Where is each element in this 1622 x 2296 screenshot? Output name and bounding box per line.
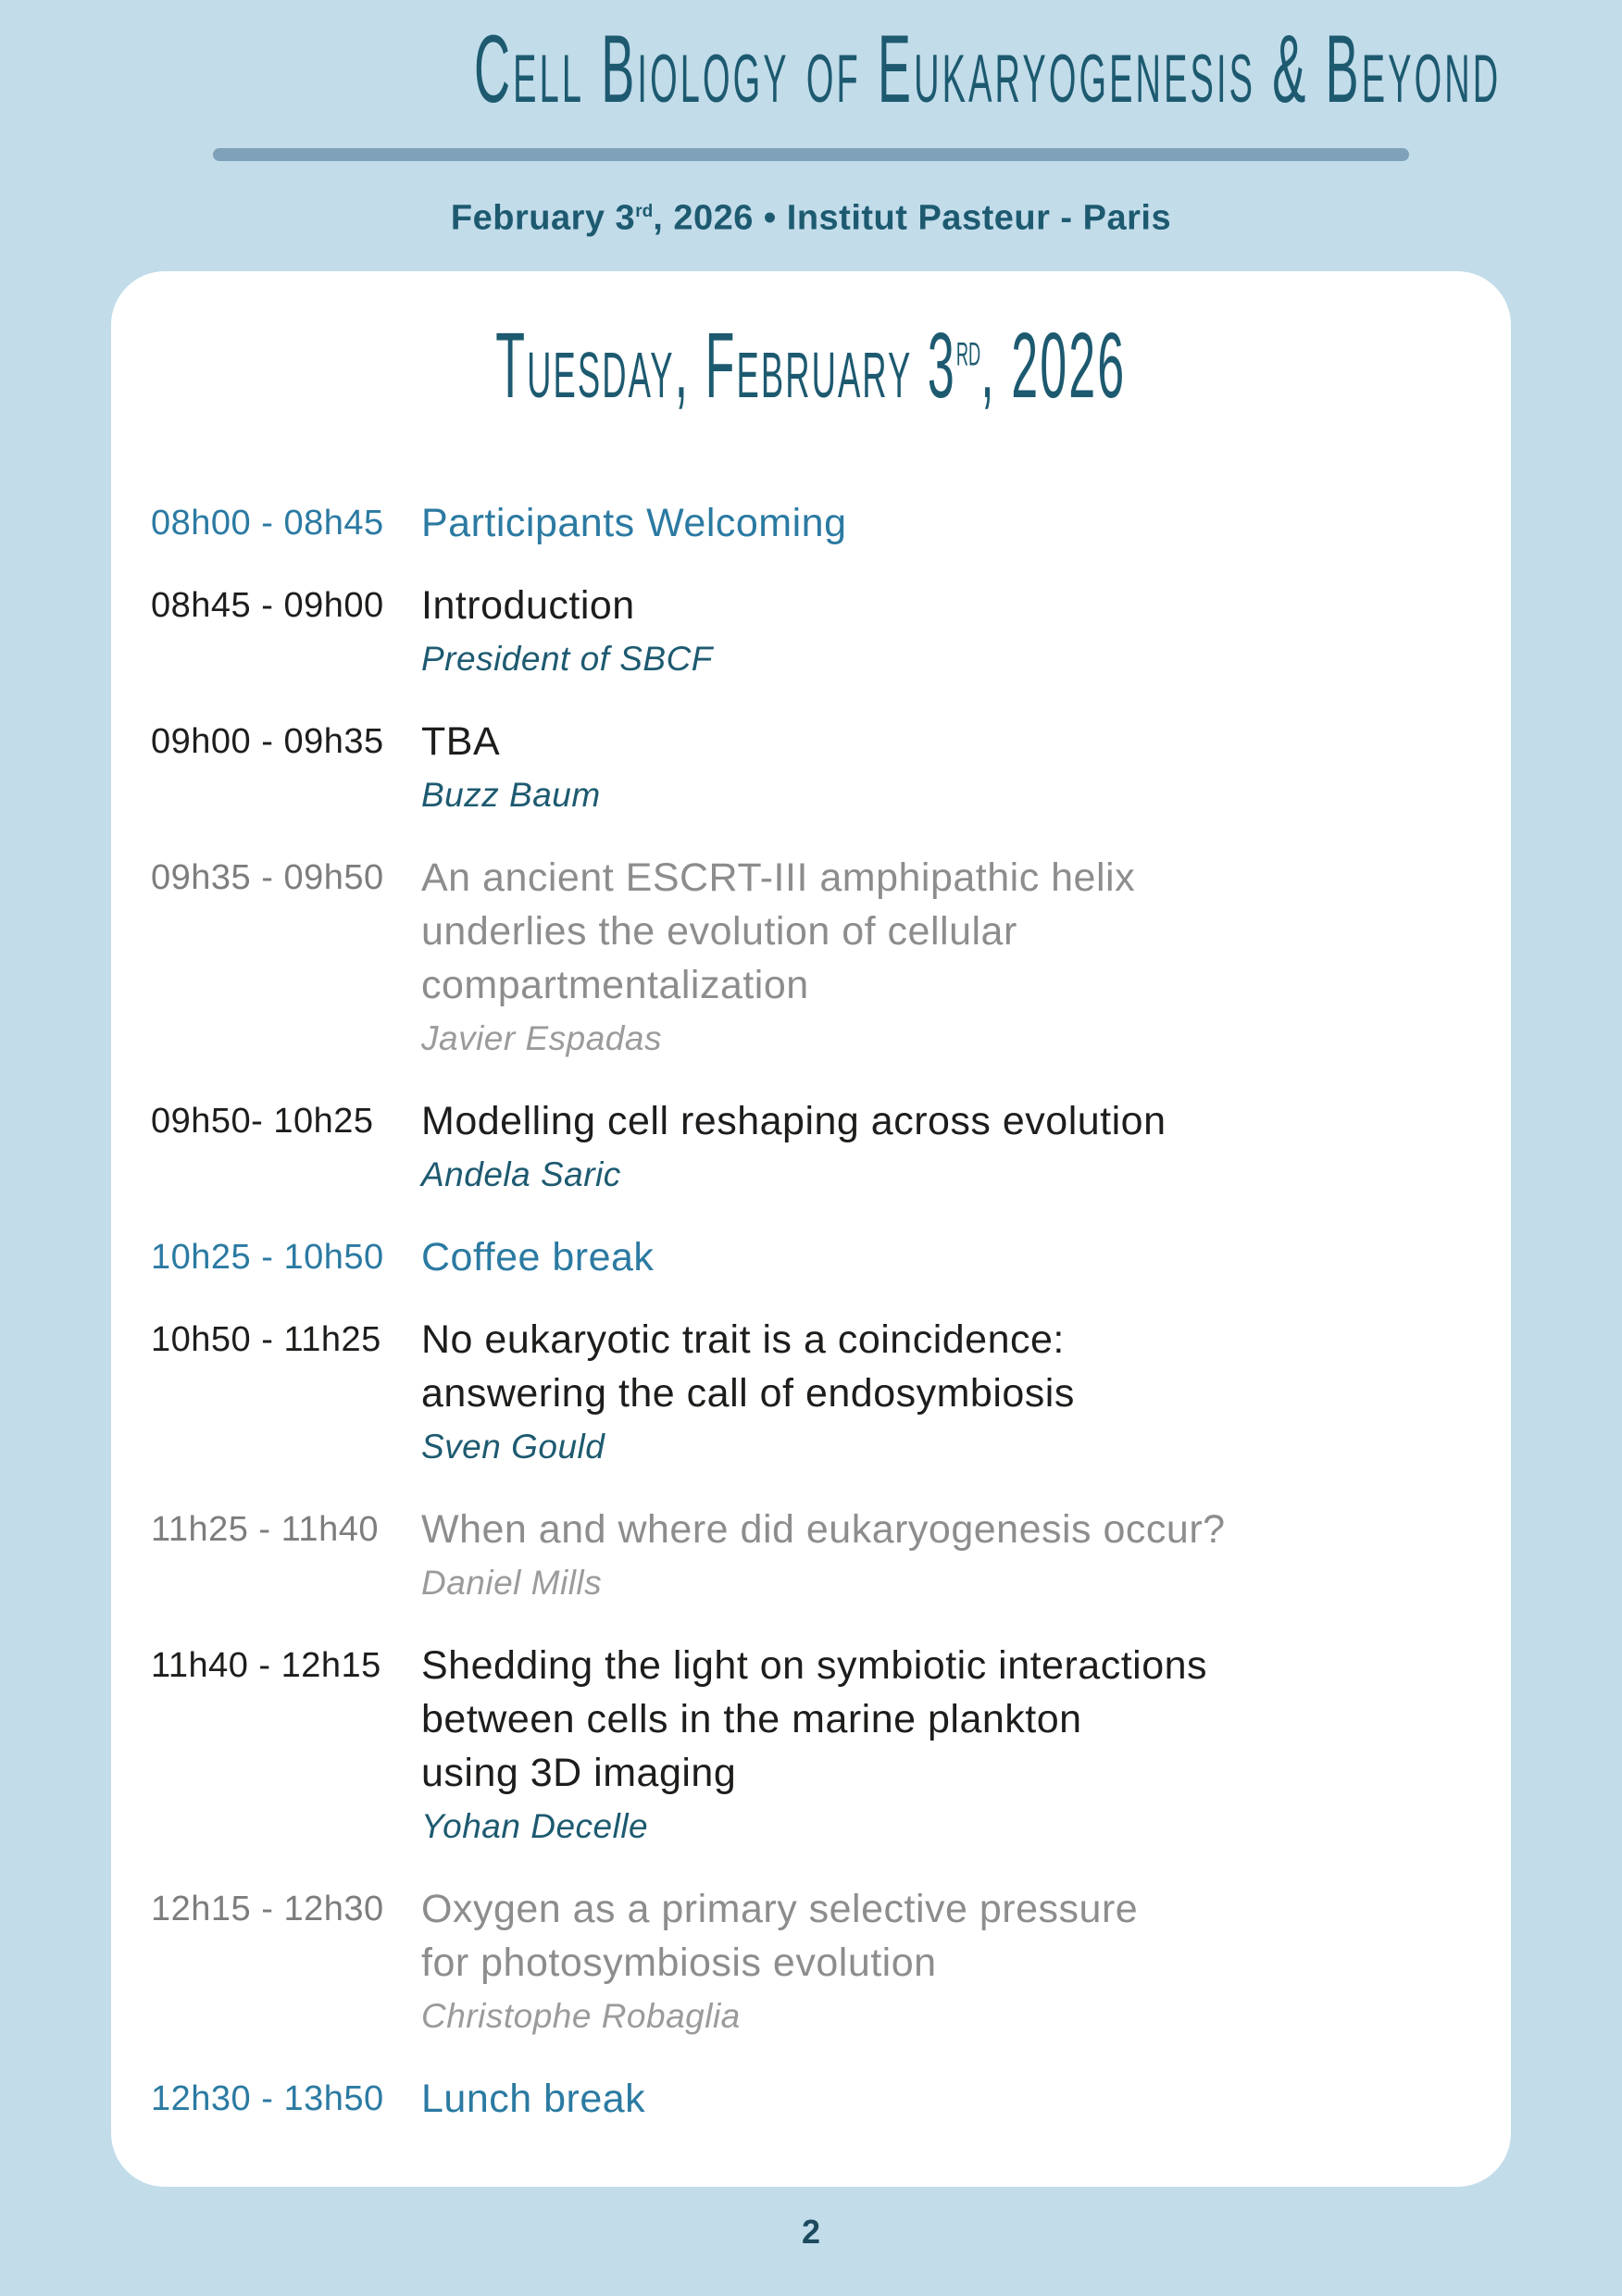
- session-speaker: President of SBCF: [421, 640, 713, 678]
- session-speaker: Yohan Decelle: [421, 1807, 649, 1845]
- day-title-suffix: , 2026: [980, 314, 1127, 418]
- session-details: [421, 579, 1474, 686]
- date-ordinal: rd: [635, 202, 654, 221]
- session-time: 09h35 - 09h50: [151, 858, 384, 897]
- session-title: Shedding the light on symbiotic interactions: [421, 1643, 1208, 1688]
- schedule-row: [151, 1503, 1474, 1610]
- session-title: Coffee break: [421, 1235, 655, 1279]
- session-time: 08h45 - 09h00: [151, 586, 384, 625]
- session-details: [421, 1230, 1474, 1284]
- date-text: February 3: [450, 198, 636, 238]
- day-title-ordinal: rd: [956, 323, 981, 376]
- title-underline: [213, 148, 1409, 161]
- schedule-row: [151, 2072, 1474, 2126]
- session-title: underlies the evolution of cellular: [421, 909, 1017, 954]
- session-time: 09h50- 10h25: [151, 1102, 374, 1141]
- session-time: 10h25 - 10h50: [151, 1238, 384, 1277]
- session-speaker: Daniel Mills: [421, 1564, 603, 1602]
- session-title: Participants Welcoming: [421, 501, 847, 545]
- session-time: 08h00 - 08h45: [151, 504, 384, 543]
- session-title: No eukaryotic trait is a coincidence:: [421, 1317, 1065, 1362]
- session-details: [421, 1503, 1474, 1610]
- session-details: [421, 496, 1474, 550]
- session-speaker: Sven Gould: [421, 1428, 605, 1466]
- schedule-row: [151, 1094, 1474, 1202]
- day-title-text: [495, 314, 1127, 418]
- day-title-prefix: Tuesday, February 3: [495, 314, 957, 418]
- page-number: 2: [801, 2213, 821, 2251]
- schedule-row: [151, 496, 1474, 550]
- session-speaker: Christophe Robaglia: [421, 1997, 741, 2035]
- session-speaker: Buzz Baum: [421, 776, 601, 814]
- session-details: [421, 1313, 1474, 1474]
- schedule-row: [151, 1313, 1474, 1474]
- session-time: 11h25 - 11h40: [151, 1510, 379, 1549]
- session-time: 11h40 - 12h15: [151, 1646, 381, 1685]
- session-time: 10h50 - 11h25: [151, 1320, 381, 1359]
- session-time: 09h00 - 09h35: [151, 722, 384, 761]
- session-title: An ancient ESCRT-III amphipathic helix: [421, 855, 1136, 900]
- schedule-row: [151, 715, 1474, 822]
- session-title: Oxygen as a primary selective pressure: [421, 1887, 1139, 1931]
- session-title: between cells in the marine plankton: [421, 1697, 1082, 1741]
- session-details: [421, 851, 1474, 1066]
- session-speaker: Andela Saric: [421, 1155, 621, 1193]
- session-details: [421, 1882, 1474, 2043]
- schedule-row: [151, 1882, 1474, 2043]
- event-date-location: [0, 191, 1622, 240]
- session-details: [421, 1094, 1474, 1202]
- session-speaker: Javier Espadas: [421, 1019, 662, 1057]
- conference-title: [0, 17, 1622, 122]
- session-details: [421, 1639, 1474, 1853]
- session-title: answering the call of endosymbiosis: [421, 1371, 1075, 1416]
- session-details: [421, 2072, 1474, 2126]
- day-title: [111, 314, 1511, 418]
- session-title: for photosymbiosis evolution: [421, 1940, 937, 1985]
- session-title: Lunch break: [421, 2077, 646, 2121]
- session-title: When and where did eukaryogenesis occur?: [421, 1507, 1226, 1552]
- schedule-row: [151, 1230, 1474, 1284]
- session-time: 12h15 - 12h30: [151, 1890, 384, 1928]
- conference-title-text: Cell Biology of Eukaryogenesis & Beyond: [474, 16, 1502, 123]
- session-title: Introduction: [421, 583, 635, 628]
- session-time: 12h30 - 13h50: [151, 2079, 384, 2118]
- session-title: compartmentalization: [421, 963, 809, 1007]
- session-details: [421, 715, 1474, 822]
- schedule-row: [151, 851, 1474, 1066]
- program-card: [111, 271, 1511, 2187]
- schedule-row: [151, 1639, 1474, 1853]
- location-text: , 2026 • Institut Pasteur - Paris: [653, 198, 1172, 238]
- session-title: TBA: [421, 719, 501, 764]
- session-title: Modelling cell reshaping across evolution: [421, 1099, 1167, 1143]
- schedule-row: [151, 579, 1474, 686]
- schedule-list: [111, 496, 1511, 2126]
- session-title: using 3D imaging: [421, 1751, 737, 1795]
